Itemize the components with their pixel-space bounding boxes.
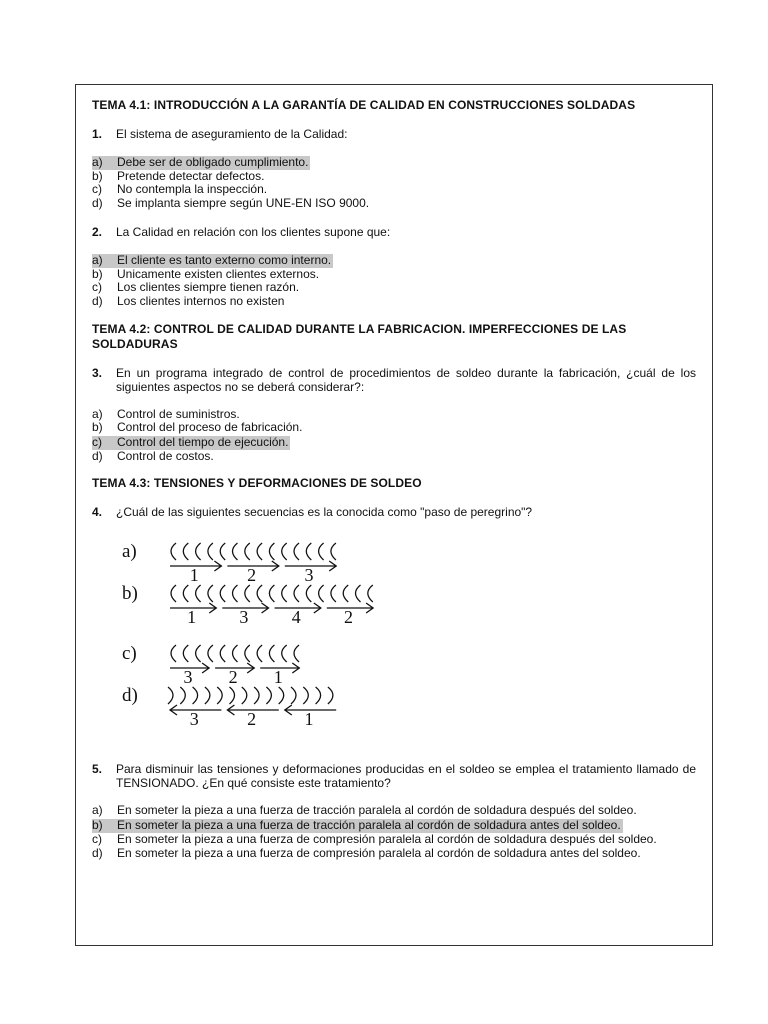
section-heading-4-3: TEMA 4.3: TENSIONES Y DEFORMACIONES DE SOLDEO (92, 476, 422, 491)
option-q2-d[interactable]: d) Los clientes internos no existen (92, 293, 285, 308)
section-heading-4-2: TEMA 4.2: CONTROL DE CALIDAD DURANTE LA FABRICACION. IMPERFECCIONES DE LAS SOLDADURAS (92, 321, 627, 351)
weld-bead-arc (257, 543, 262, 560)
weld-bead-arc (257, 585, 262, 602)
options-q1 (92, 155, 696, 211)
weld-bead-arc (245, 645, 250, 662)
option-q5-b[interactable]: b) En someter la pieza a una fuerza de tracción paralela al cordón de soldadura antes del soldeo. (92, 818, 621, 833)
section-heading-4-1: TEMA 4.1: INTRODUCCIÓN A LA GARANTÍA DE CALIDAD EN CONSTRUCCIONES SOLDADAS (92, 98, 636, 112)
sequence-number: 1 (187, 607, 197, 628)
option-q2-c[interactable]: c) Los clientes siempre tienen razón. (92, 280, 300, 295)
weld-bead-arc (269, 543, 274, 560)
weld-bead-arc (266, 687, 271, 704)
weld-bead-arc (319, 585, 324, 602)
question-3 (92, 366, 696, 394)
weld-bead-arc (208, 543, 213, 560)
question-5 (92, 762, 696, 790)
option-q3-c[interactable]: c) Control del tiempo de ejecución. (92, 435, 289, 450)
options-q3 (92, 408, 696, 464)
weld-bead-arc (257, 645, 262, 662)
sequence-label: a) (122, 541, 137, 563)
option-q2-b[interactable]: b) Unicamente existen clientes externos. (92, 266, 320, 281)
weld-bead-arc (282, 585, 287, 602)
options-q2 (92, 253, 696, 309)
weld-bead-arc (180, 687, 185, 704)
weld-bead-arc (306, 543, 311, 560)
weld-bead-arc (208, 645, 213, 662)
weld-bead-arc (183, 585, 188, 602)
option-q1-c[interactable]: c) No contempla la inspección. (92, 182, 268, 197)
sequence-label: c) (122, 643, 137, 665)
weld-bead-arc (306, 585, 311, 602)
weld-bead-arc (343, 585, 348, 602)
weld-bead-arc (269, 585, 274, 602)
weld-bead-arc (368, 585, 373, 602)
sequence-number: 4 (291, 607, 301, 628)
sequence-number: 1 (273, 667, 283, 688)
option-q5-d[interactable]: d) En someter la pieza a una fuerza de compresión paralela al cordón de soldadura antes del soldeo. (92, 845, 641, 860)
sequence-number: 1 (304, 709, 314, 730)
weld-bead-arc (245, 585, 250, 602)
weld-bead-arc (303, 687, 308, 704)
weld-bead-arc (282, 645, 287, 662)
option-q1-b[interactable]: b) Pretende detectar defectos. (92, 168, 265, 183)
sequence-number: 3 (189, 709, 199, 730)
sequence-number: 2 (247, 709, 257, 730)
weld-bead-arc (328, 687, 333, 704)
weld-bead-arc (356, 585, 361, 602)
weld-bead-arc (171, 543, 176, 560)
weld-bead-arc (208, 585, 213, 602)
sequence-number: 2 (228, 667, 238, 688)
option-q1-a[interactable]: a) Debe ser de obligado cumplimiento. (92, 155, 309, 169)
weld-sequence-diagram (92, 527, 698, 752)
question-number: 1. (92, 127, 103, 141)
weld-bead-arc (196, 543, 201, 560)
weld-bead-arc (245, 543, 250, 560)
question-number: 2. (92, 224, 103, 239)
weld-bead-arc (196, 645, 201, 662)
option-q3-b[interactable]: b) Control del proceso de fabricación. (92, 420, 303, 435)
question-text: El sistema de aseguramiento de la Calidad: (116, 127, 348, 141)
weld-bead-arc (331, 585, 336, 602)
weld-bead-arc (220, 543, 225, 560)
question-text: La Calidad en relación con los clientes supone que: (116, 224, 391, 239)
exam-content (92, 98, 696, 860)
question-number: 4. (92, 505, 103, 520)
weld-bead-arc (171, 585, 176, 602)
weld-bead-arc (282, 543, 287, 560)
question-text: En un programa integrado de control de procedimientos de soldeo durante la fabricación, ¿cuál de los siguientes aspectos no se deberá considerar?: (116, 365, 696, 394)
weld-bead-arc (183, 645, 188, 662)
sequence-number: 2 (343, 607, 353, 628)
sequence-number: 3 (183, 667, 193, 688)
weld-bead-arc (220, 585, 225, 602)
option-q3-d[interactable]: d) Control de costos. (92, 448, 214, 463)
exam-page-frame (75, 84, 713, 946)
weld-bead-arc (193, 687, 198, 704)
question-4 (92, 505, 696, 519)
weld-bead-arc (294, 645, 299, 662)
option-q3-a[interactable]: a) Control de suministros. (92, 406, 240, 421)
sequence-label: d) (122, 685, 138, 707)
weld-bead-arc (233, 645, 238, 662)
weld-bead-arc (294, 543, 299, 560)
weld-bead-arc (316, 687, 321, 704)
sequence-number: 2 (247, 565, 257, 586)
question-text: Para disminuir las tensiones y deformaciones producidas en el soldeo se emplea el tratamiento llamado de TENSIONADO. ¿En qué consiste este tratamiento? (116, 762, 696, 791)
weld-bead-arc (217, 687, 222, 704)
sequence-number: 1 (189, 565, 199, 586)
weld-bead-arc (168, 687, 173, 704)
weld-bead-arc (294, 585, 299, 602)
weld-bead-arc (171, 645, 176, 662)
weld-bead-arc (196, 585, 201, 602)
question-number: 3. (92, 365, 103, 380)
weld-bead-arc (291, 687, 296, 704)
question-number: 5. (92, 762, 103, 777)
weld-bead-arc (183, 543, 188, 560)
sequence-label: b) (122, 583, 138, 605)
weld-bead-arc (242, 687, 247, 704)
weld-bead-arc (220, 645, 225, 662)
question-2 (92, 225, 696, 239)
option-q5-a[interactable]: a) En someter la pieza a una fuerza de tracción paralela al cordón de soldadura después del soldeo. (92, 803, 637, 818)
weld-bead-arc (233, 585, 238, 602)
weld-sequence-figure (92, 527, 696, 752)
sequence-number: 3 (304, 565, 314, 586)
weld-bead-arc (205, 687, 210, 704)
weld-bead-arc (279, 687, 284, 704)
question-text: ¿Cuál de las siguientes secuencias es la conocida como "paso de peregrino"? (116, 505, 533, 520)
weld-bead-arc (319, 543, 324, 560)
option-q1-d[interactable]: d) Se implanta siempre según UNE-EN ISO 9000. (92, 196, 370, 211)
weld-bead-arc (269, 645, 274, 662)
question-1 (92, 127, 696, 141)
sequence-number: 3 (239, 607, 249, 628)
weld-bead-arc (233, 543, 238, 560)
option-q2-a[interactable]: a) El cliente es tanto externo como interno. (92, 252, 332, 267)
weld-bead-arc (254, 687, 259, 704)
weld-bead-arc (331, 543, 336, 560)
weld-bead-arc (230, 687, 235, 704)
option-q5-c[interactable]: c) En someter la pieza a una fuerza de compresión paralela al cordón de soldadura después del soldeo. (92, 831, 657, 846)
options-q5 (92, 804, 696, 860)
